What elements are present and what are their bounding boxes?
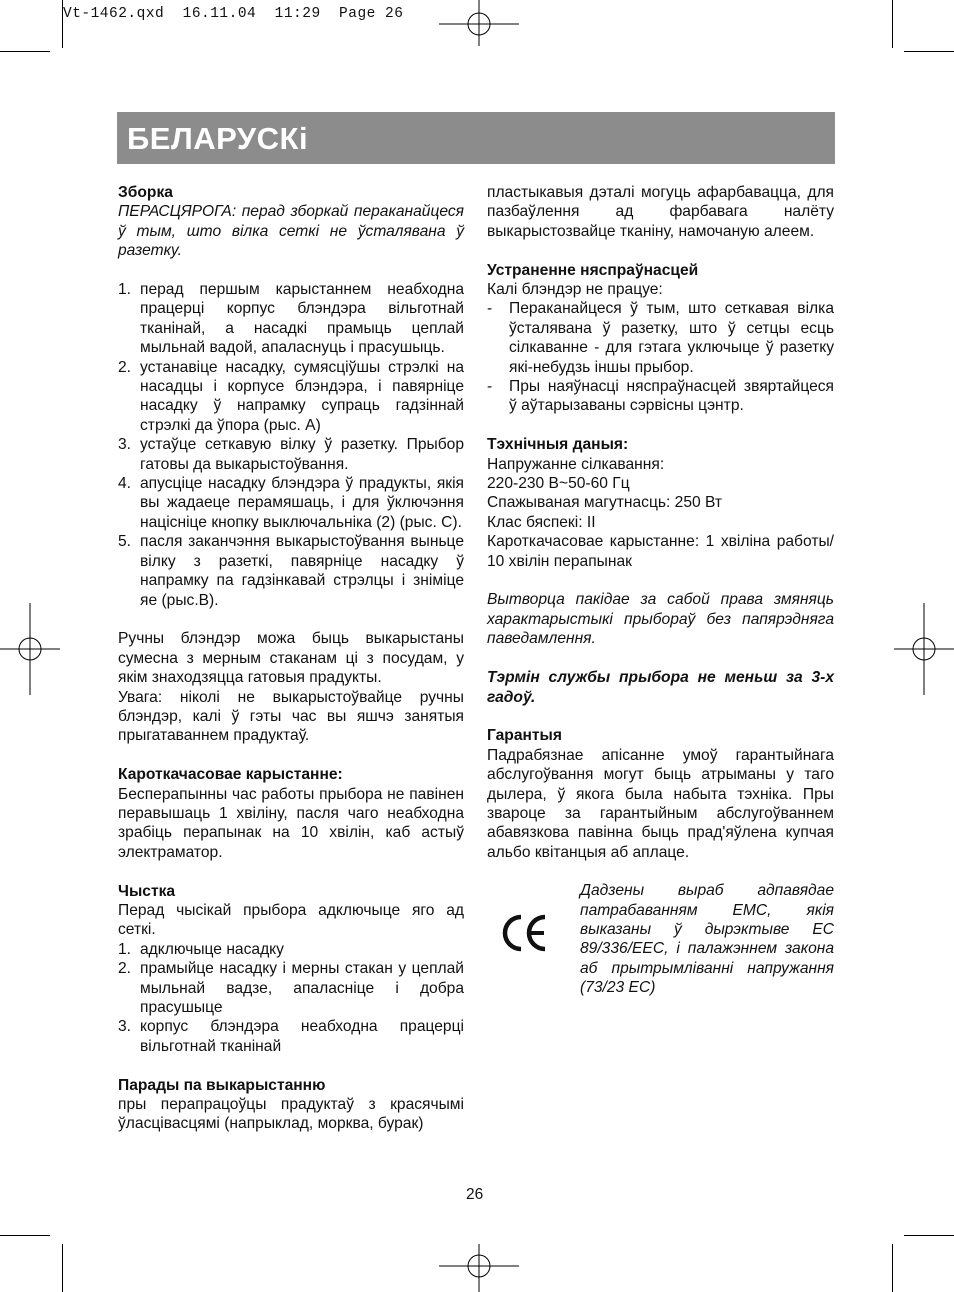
list-text: прамыйце насадку і мерны стакан у цеплай мыльнай вадзе, апаласніце і добра прасушыце: [140, 960, 464, 1016]
registration-mark-left: [0, 603, 60, 695]
list-text: перад першым карыстаннем неабходна працерці корпус блэндэра вільготнай тканінай, а насадкі прамыць цеплай мыльнай вадой, апаласнуць і прасушыць.: [140, 281, 464, 357]
crop-mark: [892, 0, 893, 48]
specs-line: 220-230 В~50-60 Гц: [487, 475, 630, 493]
list-number: 4.: [118, 475, 132, 493]
crop-mark: [0, 1235, 50, 1236]
warranty-text: Падрабязнае апісанне умоў гарантыйнага абслугоўвання могут быць атрыманы у таго дылера, ў якога была набыта тэхніка. Пры звароце за гарантыйным абслугоўваннем абавязкова павінна быць прад'яўлена купчая альбо квітанцыя аб аплаце.: [487, 746, 834, 861]
list-number: 2.: [118, 358, 132, 376]
list-item: [118, 280, 464, 358]
list-text: пасля заканчэння выкарыстоўвання выньце вілку з разеткі, павярніце насадку ў напрамку па гадзінкавай стрэлцы і зніміце яе (рыс.В).: [140, 533, 464, 609]
list-item: [118, 1017, 464, 1056]
cleaning-heading: Чыстка: [118, 882, 176, 900]
ce-compliance-text: Дадзены выраб адпавядае патрабаванням ЕМС, якія выказаны ў дырэктыве ЕС 89/336/ЕЕС, і палажэннем закона аб прытрымліванні напружання (73/23 ЕС): [580, 882, 834, 997]
crop-mark: [904, 51, 954, 52]
list-number: 3.: [118, 1018, 132, 1036]
list-text: устанавіце насадку, сумясціўшы стрэлкі на насадцы і корпусе блэндэра, і павярніце насадку ў напрамку супраць гадзіннай стрэлкі да ўпора (рыс. А): [140, 358, 464, 434]
crop-mark: [62, 0, 63, 48]
service-life: Тэрмін службы прыбора не меньш за 3-х гадоў.: [487, 669, 834, 706]
assembly-steps: [118, 280, 464, 610]
short-term-heading: Кароткачасовае карыстанне:: [118, 766, 343, 784]
crop-mark: [0, 51, 50, 52]
list-text: корпус блэндэра неабходна працерці вільготнай тканінай: [140, 1018, 464, 1055]
list-item: [118, 959, 464, 1017]
specs-line: Клас бяспекі: II: [487, 513, 596, 531]
tips-text: пры перапрацоўцы прадуктаў з красячымі ўласцівасцямі (напрыклад, морква, бурак): [118, 1096, 464, 1133]
list-item: [118, 435, 464, 474]
list-dash: -: [487, 300, 493, 318]
troubleshooting-intro: Калі блэндэр не працуе:: [487, 281, 663, 299]
troubleshooting-list: [487, 299, 834, 415]
list-number: 1.: [118, 940, 132, 958]
specs-line: Напружанне сілкавання:: [487, 455, 665, 473]
list-item: [118, 474, 464, 532]
list-number: 3.: [118, 436, 132, 454]
assembly-caution: Увага: ніколі не выкарыстоўвайце ручны блэндэр, калі ў гэты час вы яшчэ занятыя прыгатаваннем прадуктаў.: [118, 688, 464, 745]
section-title: БЕЛАРУСКі: [127, 121, 309, 156]
right-column: [487, 183, 834, 1001]
manufacturer-notice: Вытворца пакідае за сабой права змяняць характарыстыкі прыбораў без папярэдняга паведамлення.: [487, 591, 834, 648]
specs-line: Спажываная магутнасць: 250 Вт: [487, 494, 723, 512]
assembly-paragraph: Ручны блэндэр можа быць выкарыстаны сумесна з мерным стаканам ці з посудам, у якім знаходзяцца гатовыя прадукты.: [118, 630, 464, 687]
left-column: [118, 183, 464, 1134]
list-number: 5.: [118, 533, 132, 551]
tips-heading: Парады па выкарыстанню: [118, 1076, 326, 1094]
registration-mark-bottom: [439, 1244, 519, 1292]
section-title-bar: [117, 112, 835, 164]
crop-mark: [904, 1235, 954, 1236]
crop-mark: [62, 1244, 63, 1292]
specs-heading: Тэхнічныя даныя:: [487, 436, 629, 454]
list-item: [487, 377, 834, 416]
troubleshooting-heading: Устраненне няспраўнасцей: [487, 261, 699, 279]
list-item: [487, 299, 834, 377]
registration-mark-right: [894, 603, 954, 695]
assembly-warning: ПЕРАСЦЯРОГА: перад зборкай пераканайцеся ў тым, што вілка сеткі не ўсталявана ў разетку.: [118, 203, 464, 260]
assembly-heading: Зборка: [118, 184, 173, 201]
list-number: 1.: [118, 281, 132, 299]
list-text: адключыце насадку: [140, 940, 284, 958]
list-text: устаўце сеткавую вілку ў разетку. Прыбор гатовы да выкарыстоўвання.: [140, 436, 464, 473]
print-slug: Vt-1462.qxd 16.11.04 11:29 Page 26: [63, 6, 404, 22]
cleaning-intro: Перад чысікай прыбора адключыце яго ад сеткі.: [118, 901, 464, 939]
crop-mark: [892, 1244, 893, 1292]
list-text: апусціце насадку блэндэра ў прадукты, якія вы жадаеце перамяшаць, і для ўключэння націсніце кнопку выключальніка (2) (рыс. С).: [140, 475, 464, 531]
list-text: Пры наяўнасці няспраўнасцей звяртайцеся ў аўтарызаваны сэрвісны цэнтр.: [509, 378, 834, 415]
tips-continued: пластыкавыя дэталі могуць афарбавацца, для пазбаўлення ад фарбавага налёту выкарыстозвайце тканіну, намочаную алеем.: [487, 184, 834, 240]
short-term-text: Бесперапынны час работы прыбора не павінен перавышаць 1 хвіліну, пасля чаго неабходна зрабіць перапынак на 10 хвілін, каб астыў электраматор.: [118, 785, 464, 861]
page-number: 26: [466, 1186, 484, 1203]
warranty-heading: Гарантыя: [487, 727, 562, 745]
list-dash: -: [487, 378, 493, 396]
registration-mark-top: [439, 0, 519, 46]
specs-line: Кароткачасовае карыстанне: 1 хвіліна работы/ 10 хвілін перапынак: [487, 533, 834, 570]
list-item: [118, 532, 464, 610]
list-text: Пераканайцеся ў тым, што сеткавая вілка ўсталявана ў разетку, што ў сетцы есць сілкаванне - для гэтага уключыце ў разетку які-небудзь іншы прыбор.: [509, 300, 834, 376]
ce-block: [487, 881, 834, 1001]
ce-mark-icon: [501, 913, 549, 953]
cleaning-steps: [118, 940, 464, 1056]
list-item: [118, 940, 464, 959]
list-item: [118, 358, 464, 436]
list-number: 2.: [118, 960, 132, 978]
